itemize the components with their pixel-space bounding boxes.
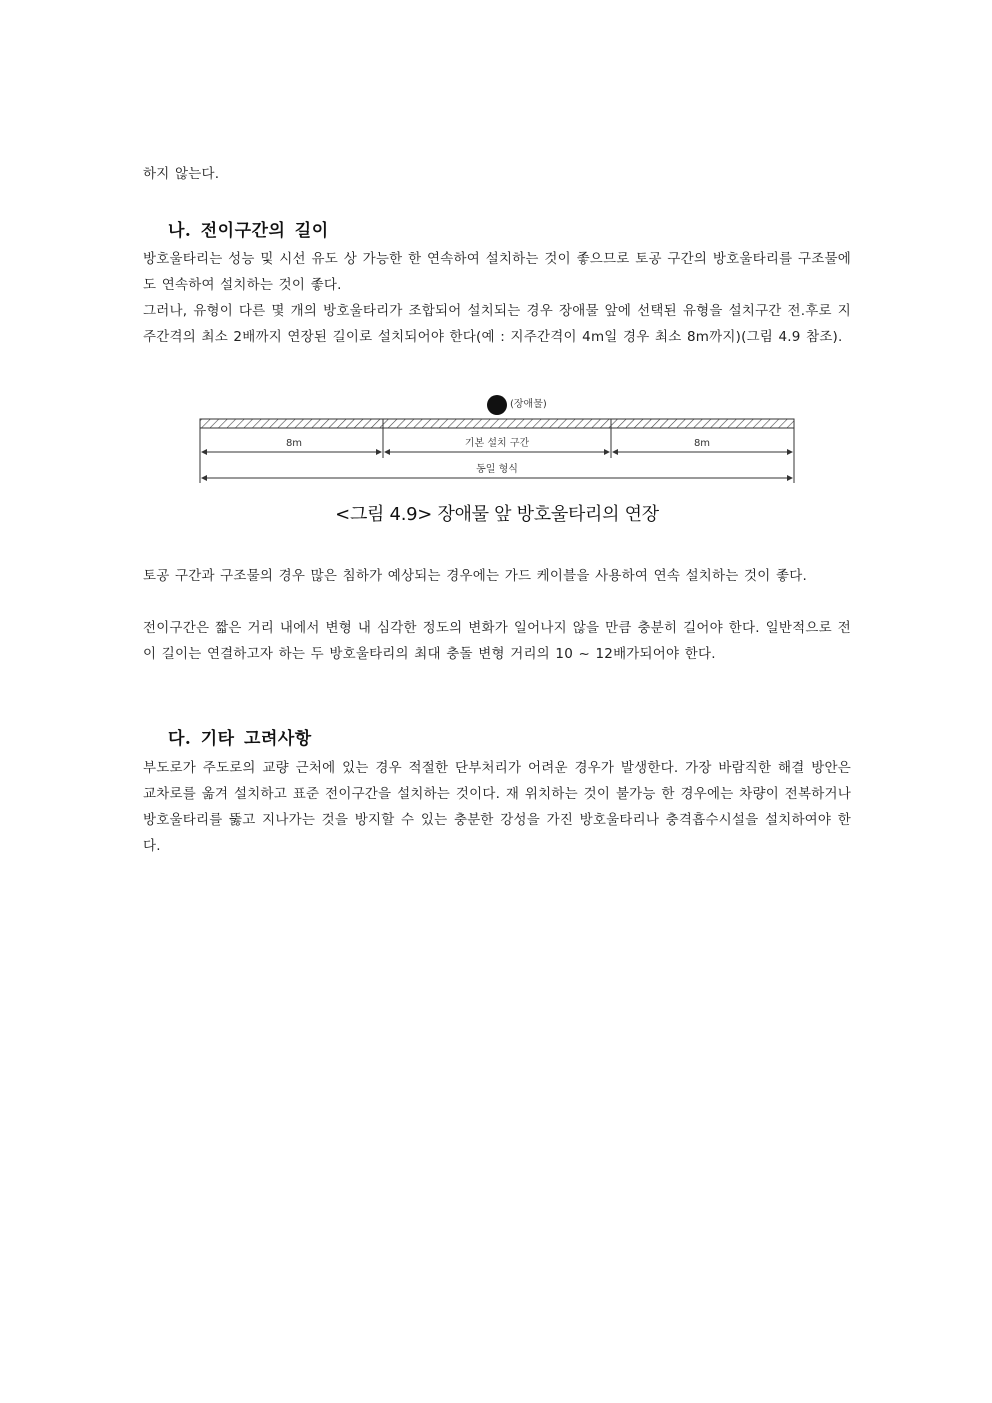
section-heading-other-considerations: 다. 기타 고려사항 [168, 729, 312, 749]
paragraph-transition-length: 전이구간은 짧은 거리 내에서 변형 내 심각한 정도의 변화가 일어나지 않을 만큼 충분히 길어야 한다. 일반적으로 전이 길이는 연결하고자 하는 두 방호울타리의 최대 충돌 변형 거리의 10 ~ 12배가되어야 한다. [143, 620, 851, 662]
paragraph-continuation: 하지 않는다. [143, 166, 220, 182]
dimension-right-label: 8m [693, 438, 711, 449]
figure-guardrail-extension [190, 388, 805, 488]
figure-caption: <그림 4.9> 장애물 앞 방호울타리의 연장 [335, 504, 659, 525]
dimension-total-label: 동일 형식 [476, 464, 518, 475]
section-heading-transition-length: 나. 전이구간의 길이 [168, 221, 329, 241]
dimension-left-label: 8m [285, 438, 303, 449]
dimension-center-label: 기본 설치 구간 [464, 438, 530, 449]
guardrail-hatched-band [200, 419, 794, 428]
obstacle-label: (장애물) [510, 399, 547, 410]
paragraph-extension-rule: 그러나, 유형이 다른 몇 개의 방호울타리가 조합되어 설치되는 경우 장애물 앞에 선택된 유형을 설치구간 전.후로 지주간격의 최소 2배까지 연장된 길이로 설치되어야 한다(예 : 지주간격이 4m일 경우 최소 8m까지)(그림 4.9 참조). [143, 303, 851, 345]
paragraph-continuous-installation: 방호울타리는 성능 및 시선 유도 상 가능한 한 연속하여 설치하는 것이 좋으므로 토공 구간의 방호울타리를 구조물에도 연속하여 설치하는 것이 좋다. [143, 251, 851, 293]
obstacle-marker [487, 395, 507, 415]
paragraph-secondary-road: 부도로가 주도로의 교량 근처에 있는 경우 적절한 단부처리가 어려운 경우가 발생한다. 가장 바람직한 해결 방안은 교차로를 옮겨 설치하고 표준 전이구간을 설치하는 것이다. 재 위치하는 것이 불가능 한 경우에는 차량이 전복하거나 방호울타리를 뚫고 지나가는 것을 방지할 수 있는 충분한 강성을 가진 방호울타리나 충격흡수시설을 설치하여야 한다. [143, 760, 851, 854]
paragraph-guard-cable: 토공 구간과 구조물의 경우 많은 침하가 예상되는 경우에는 가드 케이블을 사용하여 연속 설치하는 것이 좋다. [143, 568, 807, 584]
